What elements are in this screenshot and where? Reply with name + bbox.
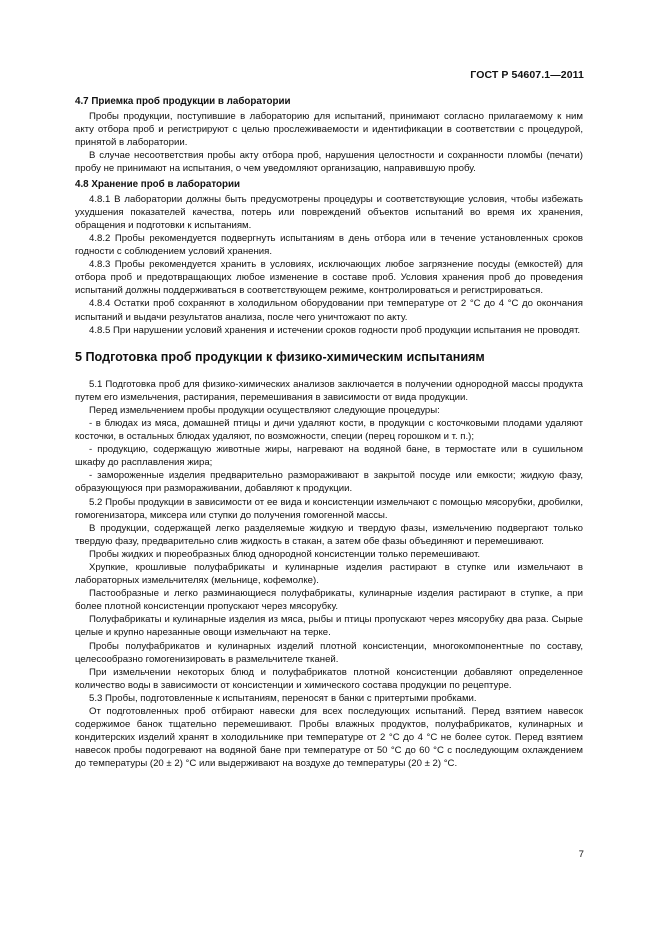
paragraph: Хрупкие, крошливые полуфабрикаты и кулинарные изделия растирают в ступке или измельчают в лабораторных измельчителях (мельнице, кофемолке).	[75, 562, 583, 587]
list-item: - замороженные изделия предварительно размораживают в закрытой посуде или емкости; жидкую фазу, образующуюся при размораживании, добавляют к продукции.	[75, 470, 583, 495]
section-5-title: 5 Подготовка проб продукции к физико-химическим испытаниям	[75, 349, 485, 364]
list-item: - продукцию, содержащую животные жиры, нагревают на водяной бане, в термостате или в сушильном шкафу до расплавления жира;	[75, 444, 583, 469]
heading-4-7: 4.7 Приемка проб продукции в лаборатории	[75, 96, 291, 107]
paragraph: 4.8.2 Пробы рекомендуется подвергнуть испытаниям в день отбора или в течение установленных сроков годности с соблюдением условий хранения.	[75, 232, 583, 258]
document-body	[75, 93, 583, 771]
list-item: - в блюдах из мяса, домашней птицы и дичи удаляют кости, в продукции с косточковыми плодами удаляют косточки, в остальных блюдах удаляют, по возможности, специи (перец горошком и т. п.);	[75, 417, 583, 443]
paragraph: 4.8.3 Пробы рекомендуется хранить в условиях, исключающих любое загрязнение посуды (емкостей) для отбора проб и предотвращающих любое изменение в составе проб. Условия хранения проб до проведения испытаний должны поддерживаться в соответствующем режиме, контролироваться и регистрироваться.	[75, 259, 583, 297]
page-number: 7	[578, 849, 584, 860]
paragraph: Пастообразные и легко разминающиеся полуфабрикаты, кулинарные изделия растирают в ступке, а при более плотной консистенции пропускают через мясорубку.	[75, 588, 583, 613]
paragraph: Перед измельчением пробы продукции осуществляют следующие процедуры:	[89, 404, 440, 416]
paragraph: Пробы полуфабрикатов и кулинарных изделий плотной консистенции, многокомпонентные по составу, целесообразно гомогенизировать в размельчителе тканей.	[75, 640, 583, 665]
paragraph: В продукции, содержащей легко разделяемые жидкую и твердую фазы, измельчению подвергают только твердую фазу, предварительно слив жидкость в стакан, а затем обе фазы объединяют и перемешивают.	[75, 522, 583, 547]
paragraph: 5.2 Пробы продукции в зависимости от ее вида и консистенции измельчают с помощью мясорубки, дробилки, гомогенизатора, миксера или ступки до получения гомогенной массы.	[75, 496, 583, 521]
paragraph: 5.3 Пробы, подготовленные к испытаниям, переносят в банки с притертыми пробками.	[89, 692, 477, 704]
paragraph: Полуфабрикаты и кулинарные изделия из мяса, рыбы и птицы пропускают через мясорубку два раза. Сырые целые и крупно нарезанные овощи измельчают на терке.	[75, 614, 583, 639]
standard-code: ГОСТ Р 54607.1—2011	[470, 69, 584, 81]
paragraph: 5.1 Подготовка проб для физико-химических анализов заключается в получении однородной массы продукта путем его измельчения, растирания, перемешивания в зависимости от вида продукции.	[75, 378, 583, 403]
paragraph: При измельчении некоторых блюд и полуфабрикатов плотной консистенции добавляют определенное количество воды в зависимости от консистенции и химического состава продукции по рецептуре.	[75, 666, 583, 691]
paragraph: Пробы продукции, поступившие в лабораторию для испытаний, принимают согласно прилагаемому к ним акту отбора проб и регистрируют с целью прослеживаемости и идентификации в соответствии с процедурой, принятой в лаборатории.	[75, 111, 583, 149]
paragraph: 4.8.5 При нарушении условий хранения и истечении сроков годности проб продукции испытания не проводят.	[89, 324, 581, 336]
paragraph: В случае несоответствия пробы акту отбора проб, нарушения целостности и сохранности пломбы (печати) пробу не принимают на испытания, о чем уведомляют организацию, направившую пробу.	[75, 150, 583, 175]
paragraph: От подготовленных проб отбирают навески для всех последующих испытаний. Перед взятием навесок содержимое банок тщательно перемешивают. Пробы влажных продуктов, полуфабрикатов, кулинарных и кондитерских изделий хранят в холодильнике при температуре от 2 °С до 4 °С не более суток. Перед взятием навесок пробы подогревают на водяной бане при температуре от 50 °С до 60 °С с последующим охлаждением до температуры (20 ± 2) °С или выдерживают на воздухе до температуры (20 ± 2) °С.	[75, 706, 583, 770]
paragraph: 4.8.4 Остатки проб сохраняют в холодильном оборудовании при температуре от 2 °С до 4 °С до окончания испытаний и выдачи результатов анализа, после чего уничтожают по акту.	[75, 298, 583, 323]
paragraph: 4.8.1 В лаборатории должны быть предусмотрены процедуры и соответствующие условия, чтобы избежать ухудшения показателей качества, потерь или повреждений объектов испытаний во время их хранения, обращения и подготовки к испытаниям.	[75, 193, 583, 231]
paragraph: Пробы жидких и пюреобразных блюд однородной консистенции только перемешивают.	[89, 548, 481, 560]
heading-4-8: 4.8 Хранение проб в лаборатории	[75, 178, 241, 190]
